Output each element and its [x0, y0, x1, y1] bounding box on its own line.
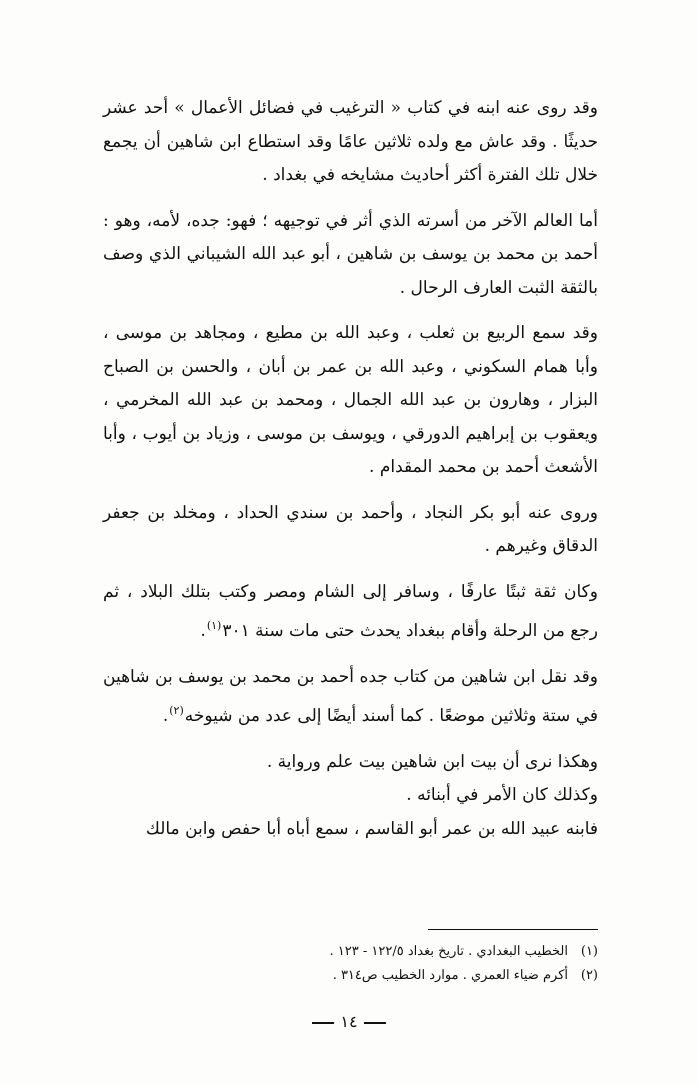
paragraph-5: وكان ثقة ثبتًا عارفًا ، وسافر إلى الشام ومصر وكتب بتلك البلاد ، ثم رجع من الرحلة وأقام ببغداد يحدث حتى مات سنة ٣٠١$^{(١)}$. [103, 581, 598, 641]
page-number-value: ١٤ [340, 1012, 358, 1031]
footnote-2 [103, 964, 598, 988]
paragraph-8: وكذلك كان الأمر في أبنائه . [406, 785, 598, 805]
dash-right [312, 1022, 334, 1024]
footnote-ref-1[interactable]: (١) [206, 619, 222, 632]
paragraph-6-text: وقد نقل ابن شاهين من كتاب جده أحمد بن محمد بن يوسف بن شاهين في ستة وثلاثين موضعًا . كما أسند أيضًا إلى عدد من شيوخه [103, 666, 598, 726]
paragraph-7: وهكذا نرى أن بيت ابن شاهين بيت علم ورواية . [266, 751, 598, 772]
paragraph-1: وقد روى عنه ابنه في كتاب « الترغيب في فضائل الأعمال » أحد عشر حديثًا . وقد عاش مع ولده ثلاثين عامًا وقد استطاع ابن شاهين أن يجمع خلال تلك الفترة أكثر أحاديث مشايخه في بغداد . [103, 98, 598, 185]
page-number [0, 1012, 698, 1031]
main-text [103, 92, 598, 846]
footnote-number: (١) [580, 944, 598, 959]
footnote-text: أكرم ضياء العمري . موارد الخطيب ص٣١٤ . [332, 968, 568, 983]
footnote-ref-2[interactable]: (٢) [169, 704, 184, 717]
paragraph-4: وروى عنه أبو بكر النجاد ، وأحمد بن سندي الحداد ، ومخلد بن جعفر الدقاق وغيرهم . [103, 502, 598, 556]
footnote-text: الخطيب البغدادي . تاريخ بغداد ١٢٢/٥ - ١٢٣ . [329, 944, 568, 959]
footnote-divider [428, 929, 598, 930]
paragraph-3: وقد سمع الربيع بن ثعلب ، وعبد الله بن مطيع ، ومجاهد بن موسى ، وأبا همام السكوني ، وعبد الله بن عمر بن أبان ، والحسن بن الصباح البزار ، وهارون بن عبد الله الجمال ، ومحمد بن عبد الله المخرمي ، ويعقوب بن إبراهيم الدورقي ، ويوسف بن موسى ، وزياد بن أيوب ، وأبا الأشعث أحمد بن محمد المقدام . [103, 323, 598, 477]
footnotes [103, 940, 598, 988]
footnote-1 [103, 940, 598, 964]
paragraph-9: فابنه عبيد الله بن عمر أبو القاسم ، سمع أباه أبا حفص وابن مالك [145, 818, 598, 839]
dash-left [364, 1022, 386, 1024]
footnote-number: (٢) [580, 968, 598, 983]
paragraph-6: وقد نقل ابن شاهين من كتاب جده أحمد بن محمد بن يوسف بن شاهين في ستة وثلاثين موضعًا . كما أسند أيضًا إلى عدد من شيوخه$^{(٢)}$. [103, 666, 598, 726]
paragraph-2: أما العالم الآخر من أسرته الذي أثر في توجيهه ؛ فهو: جده، لأمه، وهو : أحمد بن محمد بن يوسف بن شاهين ، أبو عبد الله الشيباني الذي وصف بالثقة الثبت العارف الرحال . [103, 210, 598, 298]
paragraph-5-text: وكان ثقة ثبتًا عارفًا ، وسافر إلى الشام ومصر وكتب بتلك البلاد ، ثم رجع من الرحلة وأقام ببغداد يحدث حتى مات سنة ٣٠١ [103, 581, 598, 641]
